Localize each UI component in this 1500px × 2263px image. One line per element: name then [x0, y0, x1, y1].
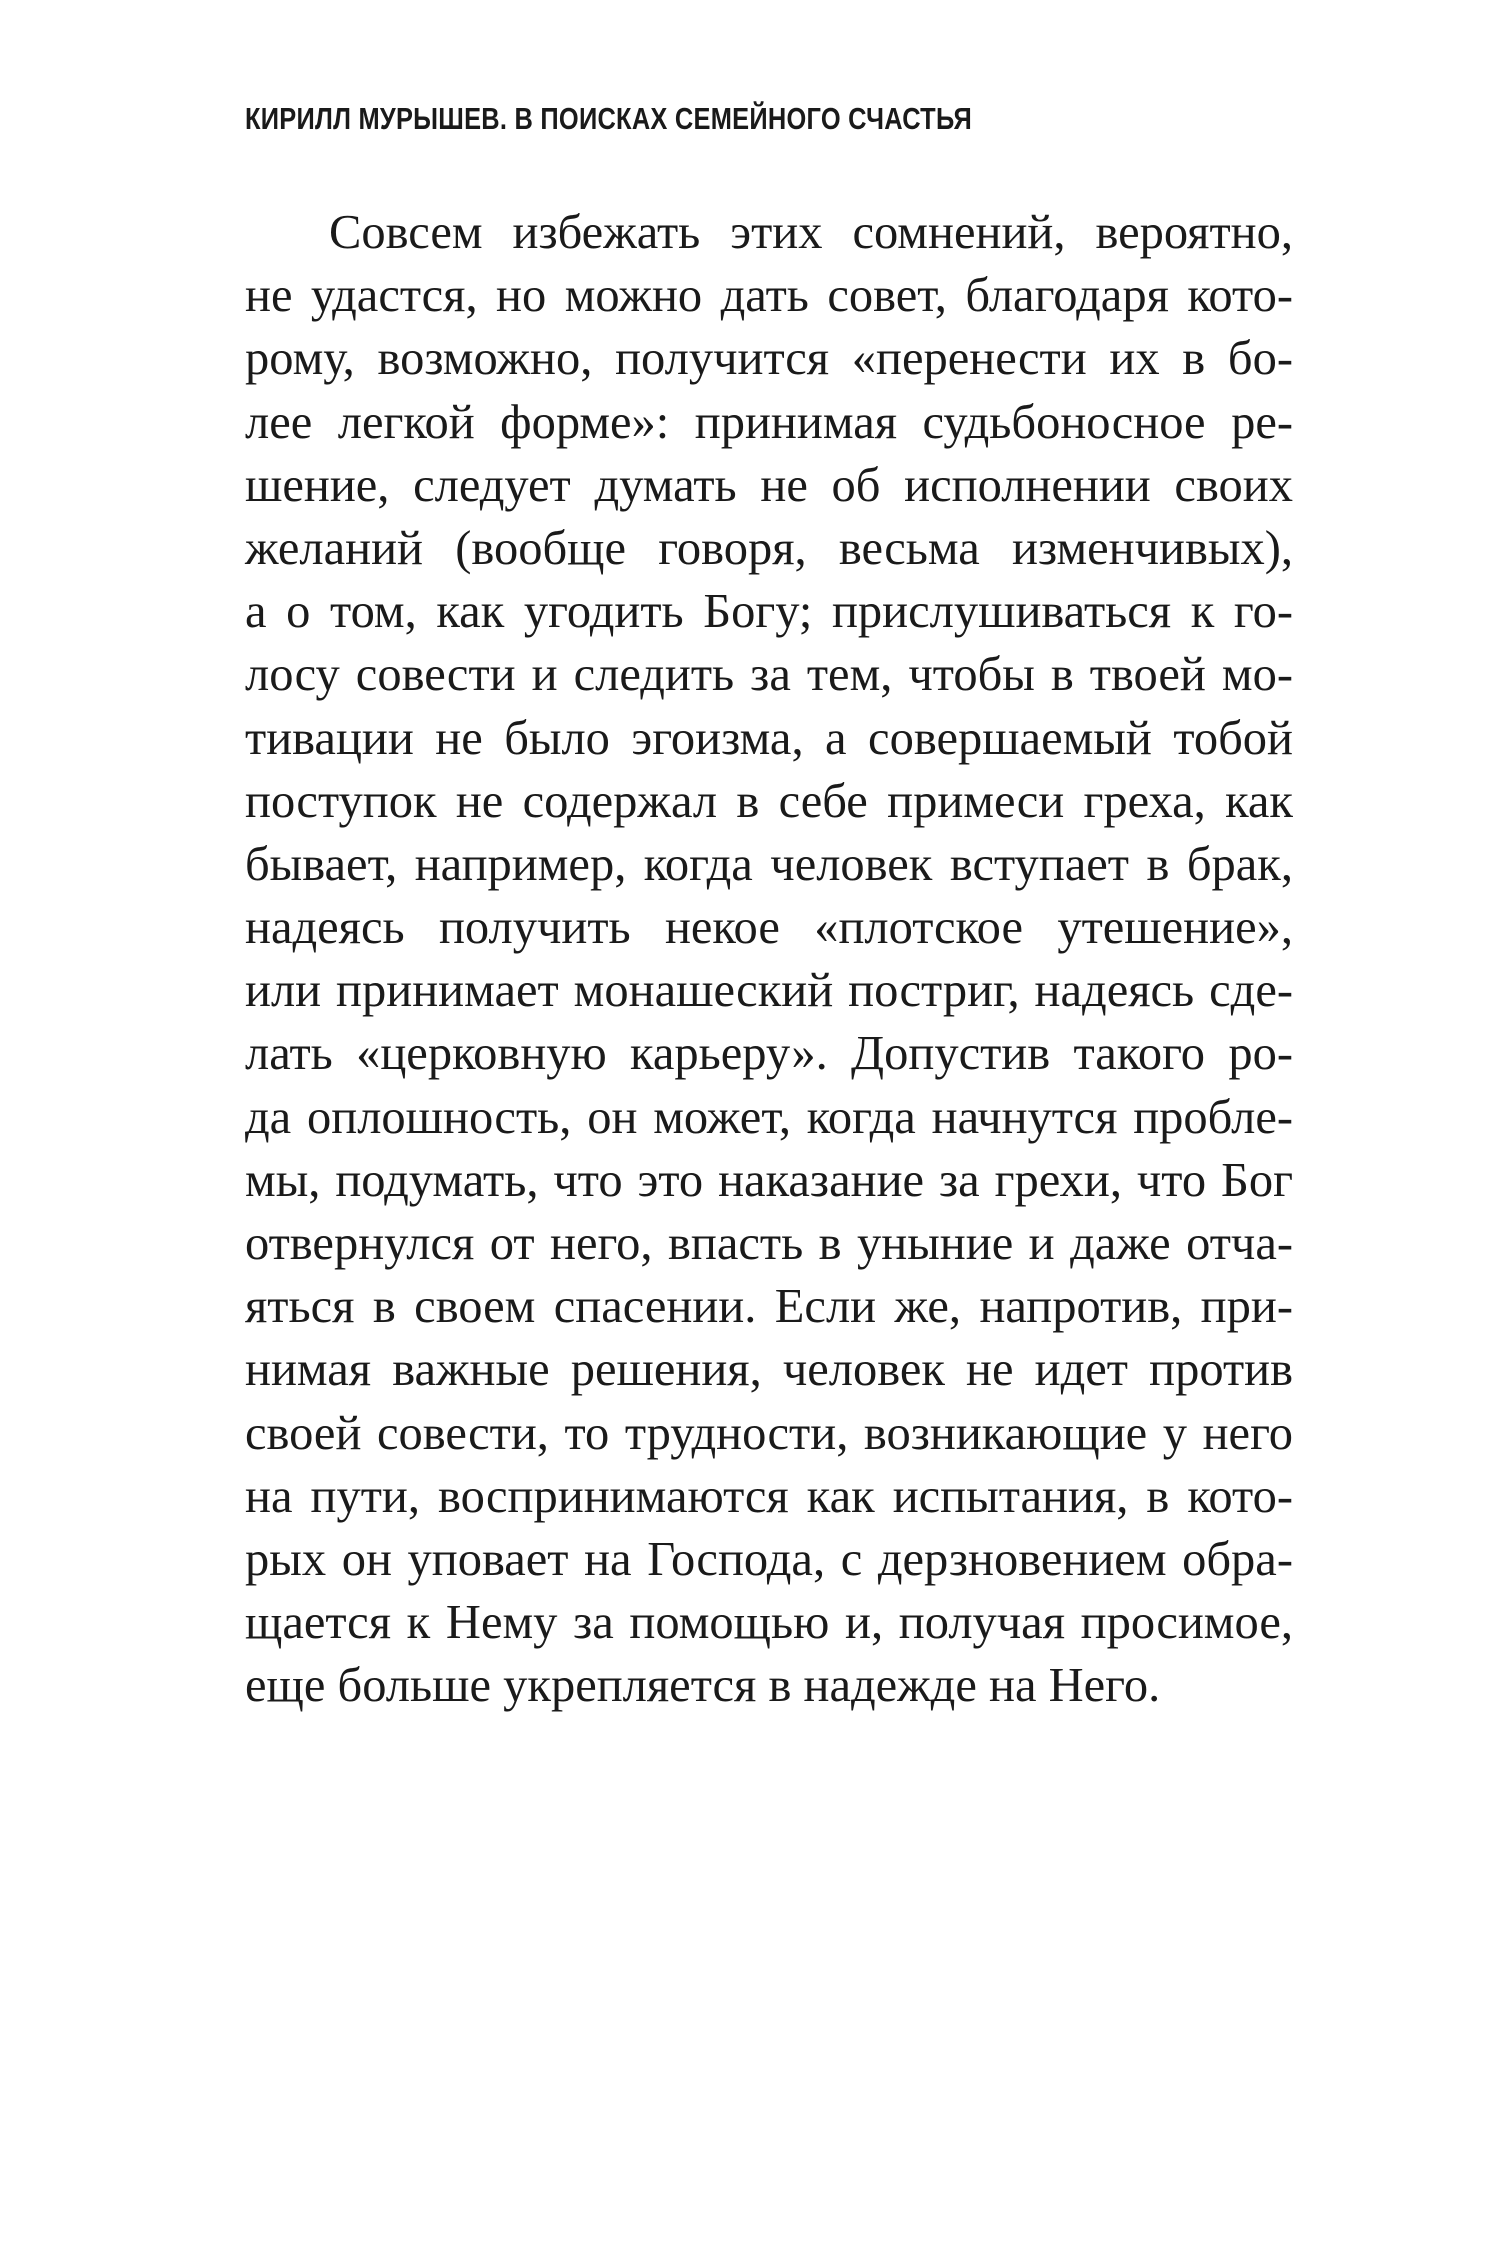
text-line: надеясь получить некое «плотское утешение», — [245, 901, 1293, 955]
text-line: рых он уповает на Господа, с дерзновением обра- — [245, 1532, 1293, 1586]
text-line: тивации не было эгоизма, а совершаемый тобой — [245, 711, 1293, 765]
text-line: бывает, например, когда человек вступает в брак, — [245, 837, 1293, 891]
text-line: отвернулся от него, впасть в уныние и даже отча- — [245, 1217, 1293, 1270]
text-line: яться в своем спасении. Если же, напротив, при- — [245, 1280, 1293, 1334]
text-line: лать «церковную карьеру». Допустив такого ро- — [245, 1027, 1293, 1081]
text-line: да оплошность, он может, когда начнутся пробле- — [245, 1090, 1293, 1144]
text-line: еще больше укрепляется в надежде на Него. — [245, 1659, 1161, 1713]
text-line: щается к Нему за помощью и, получая просимое, — [245, 1596, 1293, 1650]
running-header: КИРИЛЛ МУРЫШЕВ. В ПОИСКАХ СЕМЕЙНОГО СЧАСТЬЯ — [245, 101, 973, 136]
text-line: своей совести, то трудности, возникающие у него — [245, 1406, 1293, 1460]
body-paragraph — [245, 201, 1293, 1718]
text-line: на пути, воспринимаются как испытания, в кото- — [245, 1469, 1293, 1523]
text-line: не удастся, но можно дать совет, благодаря кото- — [245, 269, 1293, 323]
text-line: а о том, как угодить Богу; прислушиваться к го- — [245, 585, 1293, 639]
text-line: шение, следует думать не об исполнении своих — [245, 458, 1293, 512]
text-line: рому, возможно, получится «перенести их в бо- — [245, 332, 1293, 386]
text-line: или принимает монашеский постриг, надеясь сде- — [245, 964, 1293, 1018]
text-line: лосу совести и следить за тем, чтобы в твоей мо- — [245, 648, 1293, 702]
text-line: лее легкой форме»: принимая судьбоносное ре- — [245, 395, 1293, 449]
text-line: нимая важные решения, человек не идет против — [245, 1343, 1293, 1397]
text-line: поступок не содержал в себе примеси греха, как — [245, 774, 1293, 828]
text-line: Совсем избежать этих сомнений, вероятно, — [329, 206, 1293, 259]
text-line: мы, подумать, что это наказание за грехи, что Бог — [245, 1153, 1293, 1207]
text-line: желаний (вообще говоря, весьма изменчивых), — [245, 521, 1293, 575]
